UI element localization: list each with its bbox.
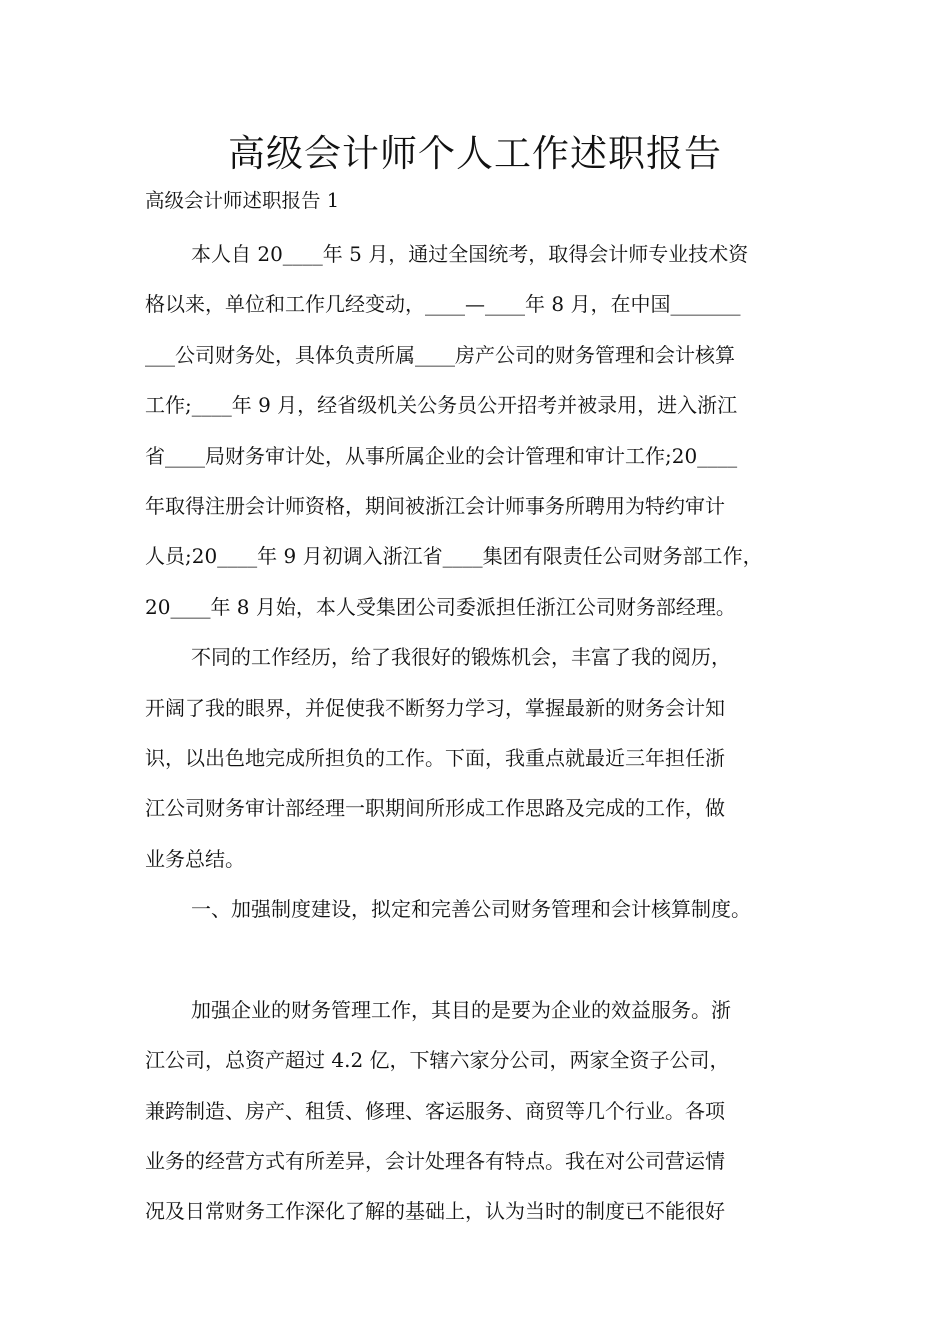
paragraph-line: 开阔了我的眼界，并促使我不断努力学习，掌握最新的财务会计知 bbox=[145, 695, 725, 720]
paragraph-line: 工作;____年 9 月，经省级机关公务员公开招考并被录用，进入浙江 bbox=[145, 393, 738, 418]
paragraph-line: 省____局财务审计处，从事所属企业的会计管理和审计工作;20____ bbox=[145, 443, 738, 468]
document-body bbox=[145, 229, 810, 1237]
paragraph-line: 本人自 20____年 5 月，通过全国统考，取得会计师专业技术资 bbox=[191, 242, 749, 266]
paragraph-line: 识，以出色地完成所担负的工作。下面，我重点就最近三年担任浙 bbox=[145, 745, 725, 770]
document-title: 高级会计师个人工作述职报告 bbox=[228, 132, 722, 175]
paragraph-line: 格以来，单位和工作几经变动，____—____年 8 月，在中国_______ bbox=[145, 292, 741, 317]
paragraph-line: 江公司，总资产超过 4.2 亿，下辖六家分公司，两家全资子公司， bbox=[145, 1048, 730, 1073]
paragraph-line: 业务的经营方式有所差异，会计处理各有特点。我在对公司营运情 bbox=[145, 1149, 725, 1174]
paragraph-line: 20____年 8 月始，本人受集团公司委派担任浙江公司财务部经理。 bbox=[145, 594, 736, 619]
paragraph-spacer bbox=[145, 934, 810, 984]
paragraph-line: 兼跨制造、房产、租赁、修理、客运服务、商贸等几个行业。各项 bbox=[145, 1098, 725, 1123]
section-heading: 高级会计师述职报告 1 bbox=[145, 189, 340, 212]
paragraph-line: 不同的工作经历，给了我很好的锻炼机会，丰富了我的阅历， bbox=[191, 645, 731, 670]
section-title-line: 一、加强制度建设，拟定和完善公司财务管理和会计核算制度。 bbox=[191, 897, 751, 922]
paragraph-line: 业务总结。 bbox=[145, 846, 245, 871]
paragraph-line: 人员;20____年 9 月初调入浙江省____集团有限责任公司财务部工作， bbox=[145, 544, 763, 569]
paragraph-line: 江公司财务审计部经理一职期间所形成工作思路及完成的工作，做 bbox=[145, 796, 725, 821]
paragraph-line: 加强企业的财务管理工作，其目的是要为企业的效益服务。浙 bbox=[191, 997, 731, 1022]
paragraph-line: 年取得注册会计师资格，期间被浙江会计师事务所聘用为特约审计 bbox=[145, 493, 725, 518]
paragraph-line: ___公司财务处，具体负责所属____房产公司的财务管理和会计核算 bbox=[145, 342, 735, 367]
paragraph-line: 况及日常财务工作深化了解的基础上，认为当时的制度已不能很好 bbox=[145, 1199, 725, 1224]
